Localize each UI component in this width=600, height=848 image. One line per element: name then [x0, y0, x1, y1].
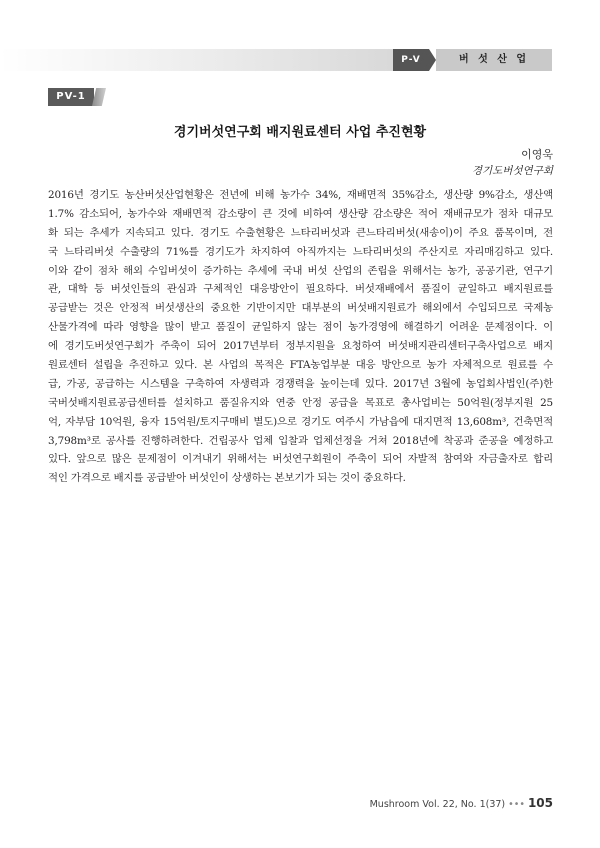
body-line: 원료센터 설립을 추진하고 있다. 본 사업의 목적은 FTA농업부분 대응 방안으로 농가 자체적으로 원료를 수 — [48, 359, 553, 372]
article-tag-label: PV-1 — [48, 88, 94, 106]
body-line: 관, 대학 등 버섯인들의 관심과 구체적인 대응방안이 필요하다. 버섯재배에서 품질이 균일하고 배지원료를 — [48, 283, 553, 296]
article-body — [48, 186, 553, 488]
page-footer — [370, 796, 553, 810]
section-topic: 버 섯 산 업 — [436, 49, 552, 71]
body-line: 억, 자부담 10억원, 융자 15억원/토지구매비 별도)으로 경기도 여주시 가남읍에 대지면적 13,608m³, 건축면적 — [48, 415, 553, 428]
body-line: 화 되는 추세가 지속되고 있다. 경기도 수출현황은 느타리버섯과 큰느타리버섯(새송이)이 주요 품목이며, 전 — [48, 226, 553, 239]
body-line: 국 느타리버섯 수출량의 71%를 경기도가 차지하여 아직까지는 느타리버섯의 주산지로 자리매김하고 있다. — [48, 245, 553, 258]
article-title: 경기버섯연구회 배지원료센터 사업 추진현황 — [173, 125, 427, 140]
page-number: 105 — [527, 796, 553, 810]
body-line: 공급받는 것은 안정적 버섯생산의 중요한 기반이지만 대부분의 버섯배지원료가 해외에서 수입되므로 국제농 — [48, 302, 553, 315]
journal-citation: Mushroom Vol. 22, No. 1(37) — [369, 799, 506, 810]
tag-slash-decoration — [92, 88, 106, 106]
article-affiliation: 경기도버섯연구회 — [471, 165, 553, 177]
header-gradient — [0, 49, 400, 71]
footer-dots: ••• — [508, 799, 525, 810]
header-band — [0, 49, 552, 71]
body-line: 3,798m³로 공사를 진행하려한다. 건립공사 업체 입찰과 업체선정을 거쳐 2018년에 착공과 준공을 예정하고 — [48, 434, 553, 447]
body-line: 이와 같이 점차 해외 수입버섯이 증가하는 추세에 국내 버섯 산업의 존립을 위해서는 농가, 공공기관, 연구기 — [48, 264, 553, 277]
body-line: 급, 가공, 공급하는 시스템을 구축하여 자생력과 경쟁력을 높이는데 있다. 2017년 3월에 농업회사법인(주)한 — [48, 377, 553, 390]
section-code: P-V — [393, 49, 429, 71]
body-line: 2016년 경기도 농산버섯산업현황은 전년에 비해 농가수 34%, 재배면적 35%감소, 생산량 9%감소, 생산액 — [48, 189, 553, 201]
body-line: 1.7% 감소되어, 농가수와 재배면적 감소량이 큰 것에 비하여 생산량 감소량은 적어 재배규모가 점차 대규모 — [48, 207, 553, 220]
body-line: 산물가격에 따라 영향을 많이 받고 품질이 균일하지 않는 점이 농가경영에 해결하기 어려운 문제점이다. 이 — [48, 321, 553, 334]
section-arrow-icon — [429, 49, 436, 71]
body-line: 있다. 앞으로 많은 문제점이 이겨내기 위해서는 버섯연구회원이 주축이 되어 자발적 참여와 자금출자로 합리 — [48, 453, 553, 466]
body-line: 국버섯배지원료공급센터를 설치하고 품질유지와 연중 안정 공급을 목표로 총사업비는 50억원(정부지원 25 — [48, 396, 553, 409]
body-line: 에 경기도버섯연구회가 주축이 되어 2017년부터 정부지원을 요청하여 버섯배지관리센터구축사업으로 배지 — [48, 340, 553, 353]
body-line: 적인 가격으로 배지를 공급받아 버섯인이 상생하는 본보기가 되는 것이 중요하다. — [48, 472, 406, 485]
article-author: 이영욱 — [521, 148, 553, 161]
